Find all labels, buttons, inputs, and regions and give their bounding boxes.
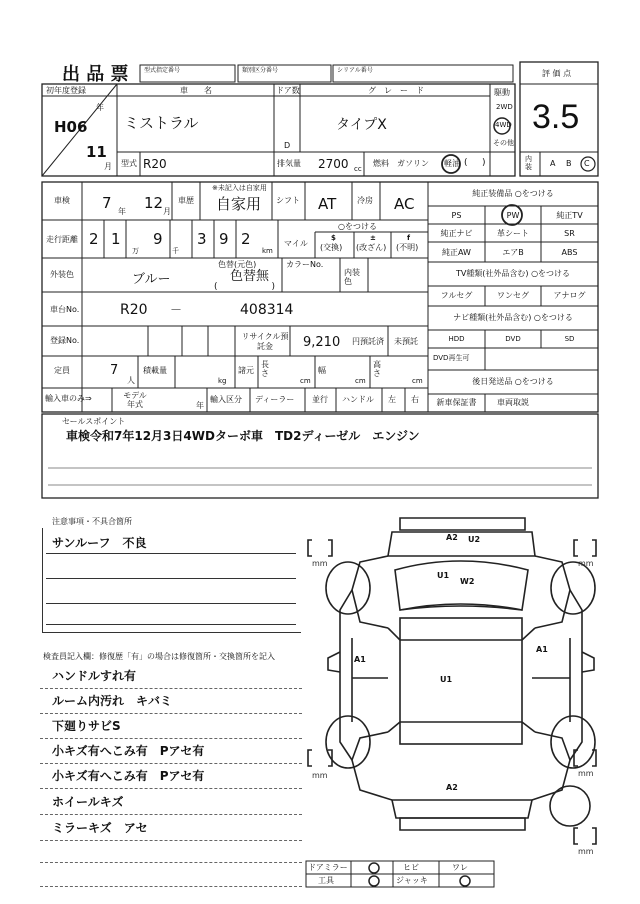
inspector-line (40, 763, 302, 764)
shift: AT (318, 195, 337, 213)
car-diagram (300, 510, 620, 860)
width-cm: cm (355, 377, 366, 385)
options-header: 純正装備品 ○をつける (472, 189, 554, 198)
option-airbag: エアB (502, 248, 524, 257)
grade: タイプX (336, 117, 387, 133)
inspection-year: 7 (102, 194, 112, 212)
inspector-item-2: ルーム内汚れ キバミ (52, 694, 173, 708)
option-aw: 純正AW (442, 248, 471, 257)
capacity-label: 定員 (54, 366, 70, 375)
ac-label: 冷房 (357, 196, 373, 205)
dvd-playback: DVD再生可 (433, 354, 470, 362)
mileage-digit-3: 9 (153, 230, 163, 248)
damage-mark-u1-cabin: U1 (440, 675, 453, 684)
form-title: 出 品 票 (62, 64, 129, 85)
cc-unit: cc (354, 165, 362, 173)
unknown: (不明) (396, 243, 419, 252)
first-reg-month: 11 (86, 143, 107, 161)
type-cert-label: 型式指定番号 (144, 67, 181, 74)
option-pw: PW (506, 211, 520, 220)
damage-mark-a1-left: A1 (354, 655, 366, 664)
doors-label: ドア数 (276, 86, 300, 95)
mileage-digit-1: 2 (89, 230, 99, 248)
inspector-line (40, 713, 302, 714)
unknown-mark: f (407, 234, 411, 242)
interior-eval-label: 内装 (525, 155, 532, 171)
option-tv: 純正TV (556, 211, 583, 220)
fuel-paren-close: ) (482, 158, 486, 168)
mile-label: マイル (284, 239, 308, 248)
repaint-label: 色替(元色) (218, 260, 257, 269)
repaint-paren: ( ) (214, 282, 276, 292)
inspection-month: 12 (144, 194, 164, 212)
later-warranty: 新車保証書 (436, 398, 477, 407)
inspection-label: 車検 (54, 196, 70, 205)
model: R20 (143, 157, 167, 171)
man-unit: 万 (132, 247, 139, 255)
interior-b: B (566, 159, 572, 168)
tools-label: 工具 (318, 876, 334, 885)
load-label: 積載量 (143, 366, 167, 375)
tv-fullseg: フルセグ (440, 291, 473, 300)
recycle-label: リサイクル預託金 (241, 332, 289, 351)
inspector-line (40, 862, 302, 863)
inspector-line (40, 886, 302, 887)
chassis-model: R20 (120, 302, 148, 318)
handle-left: 左 (388, 395, 396, 404)
mm-label: mm (312, 771, 328, 780)
inspector-item-5: 小キズ有へこみ有 Pアセ有 (52, 769, 205, 783)
damage-mark-u2: U2 (468, 535, 481, 544)
eval-score: 3.5 (532, 98, 580, 136)
model-year-label: モデル年式 (123, 391, 147, 409)
recycle-amount: 9,210 (303, 335, 341, 350)
break-label: ワレ (452, 863, 468, 872)
navi-sd: SD (564, 335, 575, 343)
damage-mark-a1-right: A1 (536, 645, 548, 654)
length-label: 長さ (261, 360, 269, 378)
kg-unit: kg (218, 377, 227, 385)
inspector-item-1: ハンドルすれ有 (52, 669, 137, 683)
fuel-label: 燃料 (373, 159, 389, 168)
jack-label: ジャッキ (396, 876, 428, 885)
sales-point-label: セールスポイント (62, 417, 126, 426)
tampered: (改ざん) (356, 243, 387, 252)
import-label: 輸入車のみ⇒ (45, 394, 92, 403)
option-navi: 純正ナビ (440, 229, 473, 238)
mileage-digit-5: 9 (219, 230, 229, 248)
note-item-1: サンルーフ 不良 (52, 536, 147, 550)
exterior-label: 外装色 (50, 270, 74, 279)
shift-label: シフト (276, 196, 300, 205)
drive-4wd: 4WD (495, 121, 512, 129)
damage-mark-u1-roof: U1 (437, 571, 450, 580)
import-parallel: 並行 (312, 395, 328, 404)
exterior-color: ブルー (132, 272, 171, 287)
damage-mark-a2-rear: A2 (446, 783, 458, 792)
length-cm: cm (300, 377, 311, 385)
year-mark: 年 (96, 103, 104, 112)
model-year-mark: 年 (196, 401, 204, 410)
chassis-dash: － (170, 303, 183, 317)
reg-no-label: 登録No. (50, 336, 80, 345)
recycle-paid: 円預託済 (352, 337, 384, 346)
option-leather: 革シート (497, 229, 529, 238)
interior-color-label: 内装色 (344, 268, 360, 286)
note-line (46, 624, 296, 625)
ac: AC (394, 195, 415, 213)
handle-label: ハンドル (342, 395, 374, 404)
import-dealer: ディーラー (255, 395, 295, 404)
inspector-item-6: ホイールキズ (52, 795, 124, 809)
crack-label: ヒビ (403, 863, 419, 872)
km-unit: km (262, 247, 273, 255)
note-line (46, 553, 296, 554)
color-no-label: カラーNo. (286, 260, 324, 269)
drive-label: 駆動 (494, 88, 510, 97)
option-sr: SR (564, 229, 575, 238)
class-label: 類別区分番号 (242, 67, 279, 74)
fuel-paren-open: ( (464, 158, 468, 168)
inspection-year-mark: 年 (118, 207, 126, 216)
inspector-line (40, 738, 302, 739)
exchange: (交換) (320, 243, 343, 252)
navi-hdd: HDD (448, 335, 465, 343)
car-name-label: 車 名 (180, 86, 212, 95)
recycle-not-paid: 未預託 (394, 337, 418, 346)
option-ps: PS (451, 211, 462, 220)
sales-point-text: 車検令和7年12月3日4WDターボ車 TD2ディーゼル エンジン (66, 429, 420, 443)
inspector-item-3: 下廻りサビS (52, 719, 121, 733)
tampered-mark: ± (370, 234, 376, 242)
navi-dvd: DVD (505, 335, 521, 343)
chassis-number: 408314 (240, 302, 294, 318)
inspector-line (40, 814, 302, 815)
serial-label: シリアル番号 (337, 67, 373, 74)
circle-note: ○をつける (338, 222, 377, 231)
interior-c: C (584, 159, 590, 168)
inspector-item-4: 小キズ有へこみ有 Pアセ有 (52, 744, 205, 758)
first-reg-label: 初年度登録 (46, 86, 86, 95)
tv-analog: アナログ (553, 291, 586, 300)
damage-mark-w2: W2 (460, 577, 475, 586)
car-name: ミストラル (124, 114, 199, 132)
doors-d: D (284, 141, 291, 150)
capacity: 7 (110, 363, 119, 378)
inspection-month-mark: 月 (163, 207, 171, 216)
navi-header: ナビ種類(社外品含む) ○をつける (453, 313, 573, 322)
exchange-mark: $ (331, 234, 336, 242)
month-mark: 月 (104, 162, 112, 171)
mileage-digit-6: 2 (241, 230, 251, 248)
interior-a: A (550, 159, 556, 168)
mileage-digit-2: 1 (111, 230, 121, 248)
later-manual: 車両取説 (497, 398, 529, 407)
chassis-label: 車台No. (50, 305, 80, 314)
damage-mark-a2-front: A2 (446, 533, 458, 542)
history-label: 車歴 (178, 196, 194, 205)
door-mirror-label: ドアミラー (308, 863, 348, 872)
import-class-label: 輸入区分 (210, 395, 242, 404)
grade-label: グ レ ー ド (368, 86, 424, 95)
inspector-item-7: ミラーキズ アセ (52, 821, 148, 835)
inspector-line (40, 840, 302, 841)
drive-other: その他 (493, 139, 514, 147)
tv-header: TV種類(社外品含む) ○をつける (455, 269, 571, 278)
notes-label: 注意事項・不具合箇所 (52, 517, 132, 526)
later-header: 後日発送品 ○をつける (472, 377, 554, 386)
history-note: ※未記入は自家用 (212, 184, 267, 192)
history: 自家用 (216, 195, 262, 213)
mm-label: mm (578, 769, 594, 778)
inspector-line (40, 688, 302, 689)
width-label: 幅 (318, 366, 326, 375)
eval-label: 評 価 点 (542, 69, 572, 78)
displacement-label: 排気量 (277, 159, 301, 168)
fuel-diesel: 軽油 (444, 159, 460, 168)
handle-right: 右 (411, 395, 419, 404)
fuel-gasoline: ガソリン (397, 159, 429, 168)
inspector-label: 検査員記入欄：修復歴「有」の場合は修復箇所・交換箇所を記入 (43, 652, 275, 661)
repaint: 色替無 (230, 269, 270, 284)
capacity-unit: 人 (127, 376, 135, 385)
note-line (46, 603, 296, 604)
drive-2wd: 2WD (496, 103, 513, 111)
model-label: 型式 (121, 159, 137, 168)
inspector-line (40, 788, 302, 789)
tv-oneseg: ワンセグ (497, 291, 529, 300)
displacement: 2700 (318, 157, 349, 171)
sen-unit: 千 (172, 247, 179, 255)
mm-label: mm (578, 559, 594, 568)
option-abs: ABS (561, 248, 578, 257)
first-reg-era: H06 (54, 118, 88, 136)
mileage-digit-4: 3 (197, 230, 207, 248)
note-line (46, 578, 296, 579)
dims-label: 諸元 (238, 366, 254, 375)
mm-label: mm (578, 847, 594, 856)
height-label: 高さ (373, 360, 381, 378)
mileage-label: 走行距離 (46, 235, 78, 244)
mm-label: mm (312, 559, 328, 568)
height-cm: cm (412, 377, 423, 385)
